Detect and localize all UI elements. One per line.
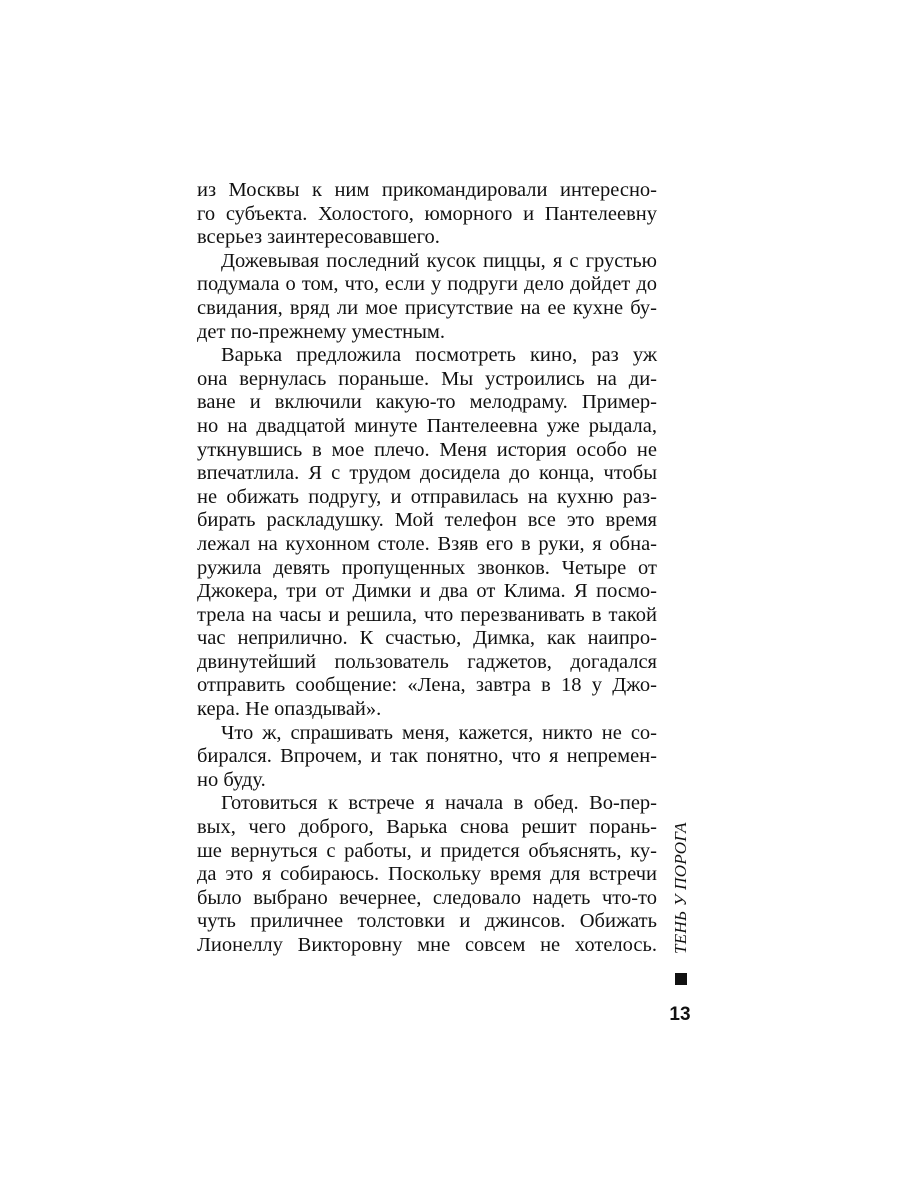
text-line: из Москвы к ним прикомандировали интересно- xyxy=(197,179,657,201)
text-line: она вернулась пораньше. Мы устроились на ди- xyxy=(197,367,657,390)
text-line: Что ж, спрашивать меня, кажется, никто не со- xyxy=(221,721,657,744)
text-line: кера. Не опаздывай». xyxy=(197,698,382,721)
text-line: впечатлила. Я с трудом досидела до конца, чтобы xyxy=(197,462,657,485)
text-line: но на двадцатой минуте Пантелеевна уже рыдала, xyxy=(197,414,657,437)
text-line: было выбрано вечернее, следовало надеть что-то xyxy=(197,886,657,909)
text-line: ружила девять пропущенных звонков. Четыре от xyxy=(197,556,657,579)
text-line: всерьез заинтересовавшего. xyxy=(197,226,440,249)
body-text xyxy=(197,179,657,958)
text-line: Варька предложила посмотреть кино, раз уж xyxy=(221,344,657,367)
text-line: отправить сообщение: «Лена, завтра в 18 у Джо- xyxy=(197,674,657,697)
text-line: но буду. xyxy=(197,768,266,791)
text-line: бирался. Впрочем, и так понятно, что я непремен- xyxy=(197,745,657,768)
text-line: трела на часы и решила, что перезванивать в такой xyxy=(197,603,657,626)
text-line: лежал на кухонном столе. Взяв его в руки, я обна- xyxy=(197,532,657,555)
text-line: го субъекта. Холостого, юморного и Пантелеевну xyxy=(197,202,657,225)
running-title-block xyxy=(663,808,699,988)
text-line: Лионеллу Викторовну мне совсем не хотелось. xyxy=(197,934,657,956)
text-line: ване и включили какую-то мелодраму. Пример- xyxy=(197,391,657,414)
text-line: чуть приличнее толстовки и джинсов. Обижать xyxy=(197,910,657,933)
text-line: вых, чего доброго, Варька снова решит порань- xyxy=(197,816,657,839)
text-line: ше вернуться с работы, и придется объяснять, ку- xyxy=(197,839,657,862)
square-marker-icon xyxy=(675,973,687,985)
text-line: час неприлично. К счастью, Димка, как наипро- xyxy=(197,627,657,650)
text-line: да это я собираюсь. Поскольку время для встречи xyxy=(197,863,657,886)
text-line: Готовиться к встрече я начала в обед. Во-пер- xyxy=(221,792,657,815)
running-title: ТЕНЬ У ПОРОГА xyxy=(671,822,690,954)
text-line: бирать раскладушку. Мой телефон все это время xyxy=(197,509,657,532)
page-number: 13 xyxy=(669,1004,691,1025)
text-line: Джокера, три от Димки и два от Клима. Я посмо- xyxy=(197,580,657,603)
text-line: свидания, вряд ли мое присутствие на ее кухне бу- xyxy=(197,296,657,319)
text-line: дет по-прежнему уместным. xyxy=(197,320,446,343)
text-line: двинутейший пользователь гаджетов, догадался xyxy=(197,650,657,673)
text-line: не обижать подругу, и отправилась на кухню раз- xyxy=(197,485,657,508)
text-line: подумала о том, что, если у подруги дело дойдет до xyxy=(197,273,657,296)
text-line: Дожевывая последний кусок пиццы, я с грустью xyxy=(221,249,657,272)
text-line: уткнувшись в мое плечо. Меня история особо не xyxy=(197,438,657,461)
